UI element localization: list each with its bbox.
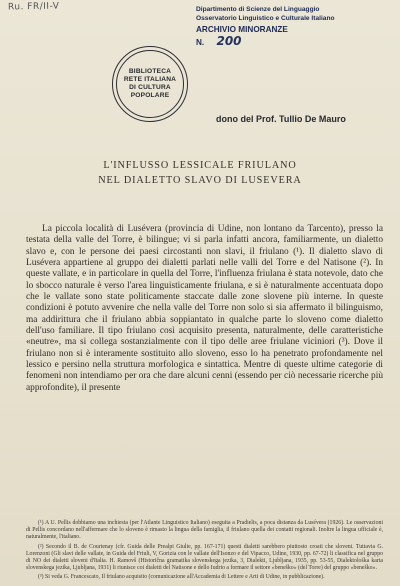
body-paragraph: La piccola località di Lusévera (provincia di Udine, non lontano da Tarcento), presso la testata della valle del Torre, è bilingue; vi si parla infatti ancora, familiarmente, un dialetto slavo e, con le persone dei paesi circostanti non slavi, il friulano (¹). Il dialetto slavo di Lusévera appartiene al gruppo dei dialetti parlati nelle valli del Torre e del Natisone (²). In queste vallate, e in particolare in quella del Torre, l'influenza friulana è stata notevole, dato che lo sbocco naturale è verso l'area linguisticamente friulana, e si è naturalmente accentuata dopo che le vallate sono state politicamente staccate dalle zone slovene più interne. In queste condizioni è potuto avvenire che nella valle del Torre non solo si sia affermato il bilinguismo, ma addirittura che il friulano abbia soppiantato in qualche parte lo sloveno come dialetto dell'uso familiare. Il tipo friulano così acquisito presenta, naturalmente, delle caratteristiche «neutre», ma si collega sostanzialmente con il tipo delle aree friulane viciniori (³). Dove il friulano non si è interamente sostituito allo sloveno, esso lo ha penetrato profondamente nel lessico e persino nella struttura morfologica e sintattica. Mentre di queste ultime categorie di fenomeni non intendiamo per ora che dare alcuni cenni (essendo per ciò necessarie ricerche più approfondite), il presente xyxy=(26,224,383,393)
footnote-2: (²) Secondo il B. de Courtenay (cfr. Guida delle Prealpi Giulie, pp. 167-171) questi dialetti sarebbero piuttosto croati che sloveni. Tuttavia G. Lorenzoni (Gli slavi delle vallate, in Guida del Friuli, V, Gorizia con le vallate dell'Isonzo e del Vipacco, Udine, 1930, pp. 67-72) li classifica nel gruppo di NO dei dialetti sloveni d'Italia. H. Ramovš (Historična gramatika slovenskega jezika, 3, Dialekti, Ljubljana, 1935, pp. 53-55, Dialektološka karta slovenskega jezika, Ljubljana, 1931) li riunisce coi dialetti del Natisone e dello Iudrio a formare il settore «beneško» (del Torre) del gruppo «beneško». xyxy=(26,543,383,572)
seal-line-4: POPOLARE xyxy=(130,92,170,99)
stamp-line-1: Dipartimento di Scienze del Linguaggio xyxy=(196,6,320,13)
seal-line-3: DI CULTURA xyxy=(129,84,171,91)
institute-stamp xyxy=(196,6,396,49)
article-title-line-1: L'INFLUSSO LESSICALE FRIULANO xyxy=(103,160,297,171)
library-seal xyxy=(112,46,188,122)
handwritten-archive-mark: Ru. FR/II-V xyxy=(7,1,60,13)
footnote-1: (¹) A U. Pellis dobbiamo una inchiesta (per l'Atlante Linguistico Italiano) eseguita a Pradielis, a poca distanza da Lusévera (1926). Le osservazioni di Pellis concordano nell'affermare che lo sloveno è rimasto la lingua della famiglia, il friulano quella dei contatti regionali. Inoltre la lingua ufficiale è, naturalmente, l'italiano. xyxy=(26,520,383,541)
footnotes xyxy=(26,520,383,584)
footnote-separator xyxy=(26,516,383,517)
donation-note: dono del Prof. Tullio De Mauro xyxy=(216,114,346,124)
seal-line-2: RETE ITALIANA xyxy=(123,76,177,83)
stamp-number-label: N. xyxy=(196,38,205,47)
stamp-line-2: Osservatorio Linguistico e Culturale Italiano xyxy=(196,14,335,22)
footnote-3: (³) Si veda G. Francescato, Il friulano acquisito (comunicazione all'Accademia di Lettere e Arti di Udine, in pubblicazione). xyxy=(38,574,325,581)
seal-text xyxy=(124,68,176,100)
stamp-archive: ARCHIVIO MINORANZE xyxy=(196,25,288,34)
stamp-number xyxy=(196,35,396,49)
stamp-number-value: 200 xyxy=(216,34,242,48)
article-title-line-2: NEL DIALETTO SLAVO DI LUSEVERA xyxy=(98,175,302,186)
seal-line-1: BIBLIOTECA xyxy=(128,68,172,75)
